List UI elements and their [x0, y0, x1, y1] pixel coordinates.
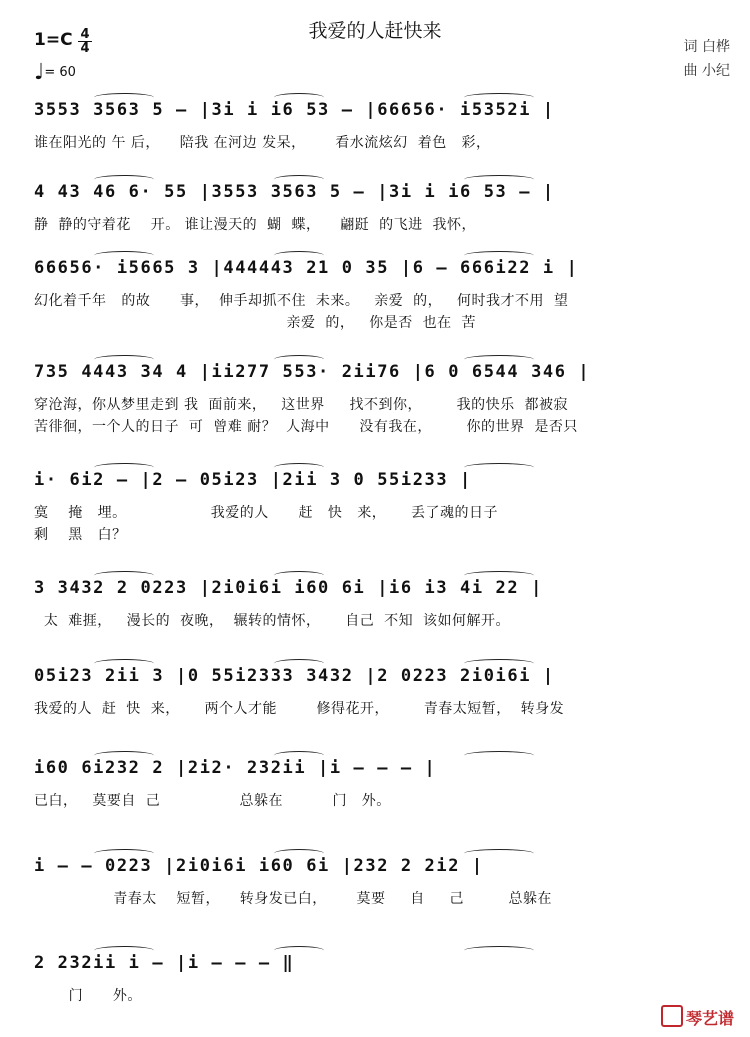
notation-line: 3553 3563 5 – |3i i i6 53 – |66656· i5352i |	[34, 100, 555, 120]
slur-mark	[464, 463, 534, 472]
score-system	[34, 470, 730, 550]
slur-mark	[94, 251, 154, 260]
score-system	[34, 182, 730, 262]
song-title: 我爱的人赶快来	[308, 20, 442, 42]
slur-mark	[94, 849, 154, 858]
slur-mark	[94, 571, 154, 580]
slur-mark	[274, 849, 324, 858]
slur-mark	[94, 463, 154, 472]
slur-mark	[94, 93, 154, 102]
notation-line: 4 43 46 6· 55 |3553 3563 5 – |3i i i6 53 – |	[34, 182, 555, 202]
notation-line: i60 6i232 2 |2i2· 232ii |i – – – |	[34, 758, 437, 778]
notation-line: i – – 0223 |2i0i6i i60 6i |232 2 2i2 |	[34, 856, 484, 876]
lyric-line: 我爱的人 赶 快 来， 两个人才能 修得花开， 青春太短暂， 转身发	[34, 701, 565, 717]
key-signature: 1=C	[34, 30, 73, 50]
lyric-line-second-verse: 亲爱 的， 你是否 也在 苦	[34, 315, 477, 331]
qinyipu-logo-icon	[661, 1005, 683, 1027]
slur-mark	[464, 175, 534, 184]
lyric-line: 太 难捱， 漫长的 夜晚， 辗转的情怀， 自己 不知 该如何解开。	[34, 613, 511, 629]
score-system	[34, 578, 730, 658]
notation-line: 2 232ii i – |i – – – ‖	[34, 953, 295, 973]
slur-mark	[274, 355, 324, 364]
time-signature	[78, 28, 92, 55]
slur-mark	[94, 946, 154, 955]
watermark-text: 琴艺谱	[685, 1009, 734, 1028]
notation-line: 05i23 2ii 3 |0 55i2333 3432 |2 0223 2i0i6i |	[34, 666, 555, 686]
slur-mark	[274, 659, 324, 668]
notation-line: 66656· i5665 3 |444443 21 0 35 |6 – 666i22 i |	[34, 258, 579, 278]
score-system	[34, 100, 730, 180]
tempo-value: = 60	[44, 65, 76, 80]
quarter-note-icon: ♩	[34, 60, 45, 85]
notation-line: 735 4443 34 4 |ii277 553· 2ii76 |6 0 6544 346 |	[34, 362, 591, 382]
slur-mark	[274, 571, 324, 580]
lyric-line: 青春太 短暂， 转身发已白， 莫要 自 己 总躲在	[34, 891, 553, 907]
composer-credit: 曲 小纪	[683, 63, 730, 79]
tempo-marking	[34, 60, 76, 85]
score-system	[34, 758, 730, 838]
slur-mark	[464, 659, 534, 668]
slur-mark	[94, 175, 154, 184]
notation-line: 3 3432 2 0223 |2i0i6i i60 6i |i6 i3 4i 22 |	[34, 578, 543, 598]
slur-mark	[464, 946, 534, 955]
watermark	[661, 1005, 734, 1029]
score-system	[34, 666, 730, 746]
slur-mark	[274, 463, 324, 472]
slur-mark	[94, 751, 154, 760]
slur-mark	[464, 849, 534, 858]
slur-mark	[94, 659, 154, 668]
lyric-line-second-verse: 苦徘徊，一个人的日子 可 曾难 耐？ 人海中 没有我在， 你的世界 是否只	[34, 419, 578, 435]
score-system	[34, 258, 730, 338]
score-system	[34, 856, 730, 936]
notation-line: i· 6i2 – |2 – 05i23 |2ii 3 0 55i233 |	[34, 470, 472, 490]
lyric-line: 静 静的守着花 开。 谁让漫天的 蝴 蝶， 翩跹 的飞进 我怀，	[34, 217, 477, 233]
lyric-line-second-verse: 剩 黑 白？	[34, 527, 127, 543]
lyric-line: 已白， 莫要自 己 总躲在 门 外。	[34, 793, 391, 809]
lyricist-credit: 词 白桦	[683, 39, 730, 55]
slur-mark	[464, 751, 534, 760]
slur-mark	[274, 93, 324, 102]
lyric-line: 谁在阳光的 午 后， 陪我 在河边 发呆， 看水流炫幻 着色 彩，	[34, 135, 491, 151]
time-signature-top: 4	[80, 27, 90, 42]
lyric-line: 门 外。	[34, 988, 142, 1004]
slur-mark	[464, 571, 534, 580]
slur-mark	[464, 251, 534, 260]
slur-mark	[274, 251, 324, 260]
slur-mark	[464, 355, 534, 364]
slur-mark	[274, 175, 324, 184]
slur-mark	[274, 751, 324, 760]
slur-mark	[274, 946, 324, 955]
lyric-line: 寞 掩 埋。 我爱的人 赶 快 来， 丢了魂的日子	[34, 505, 498, 521]
lyric-line: 幻化着千年 的故 事， 伸手却抓不住 未来。 亲爱 的， 何时我才不用 望	[34, 293, 569, 309]
score-system	[34, 362, 730, 442]
time-signature-bottom: 4	[80, 41, 90, 56]
slur-mark	[94, 355, 154, 364]
lyric-line: 穿沧海，你从梦里走到 我 面前来， 这世界 找不到你， 我的快乐 都被寂	[34, 397, 569, 413]
slur-mark	[464, 93, 534, 102]
score-system	[34, 953, 730, 1033]
